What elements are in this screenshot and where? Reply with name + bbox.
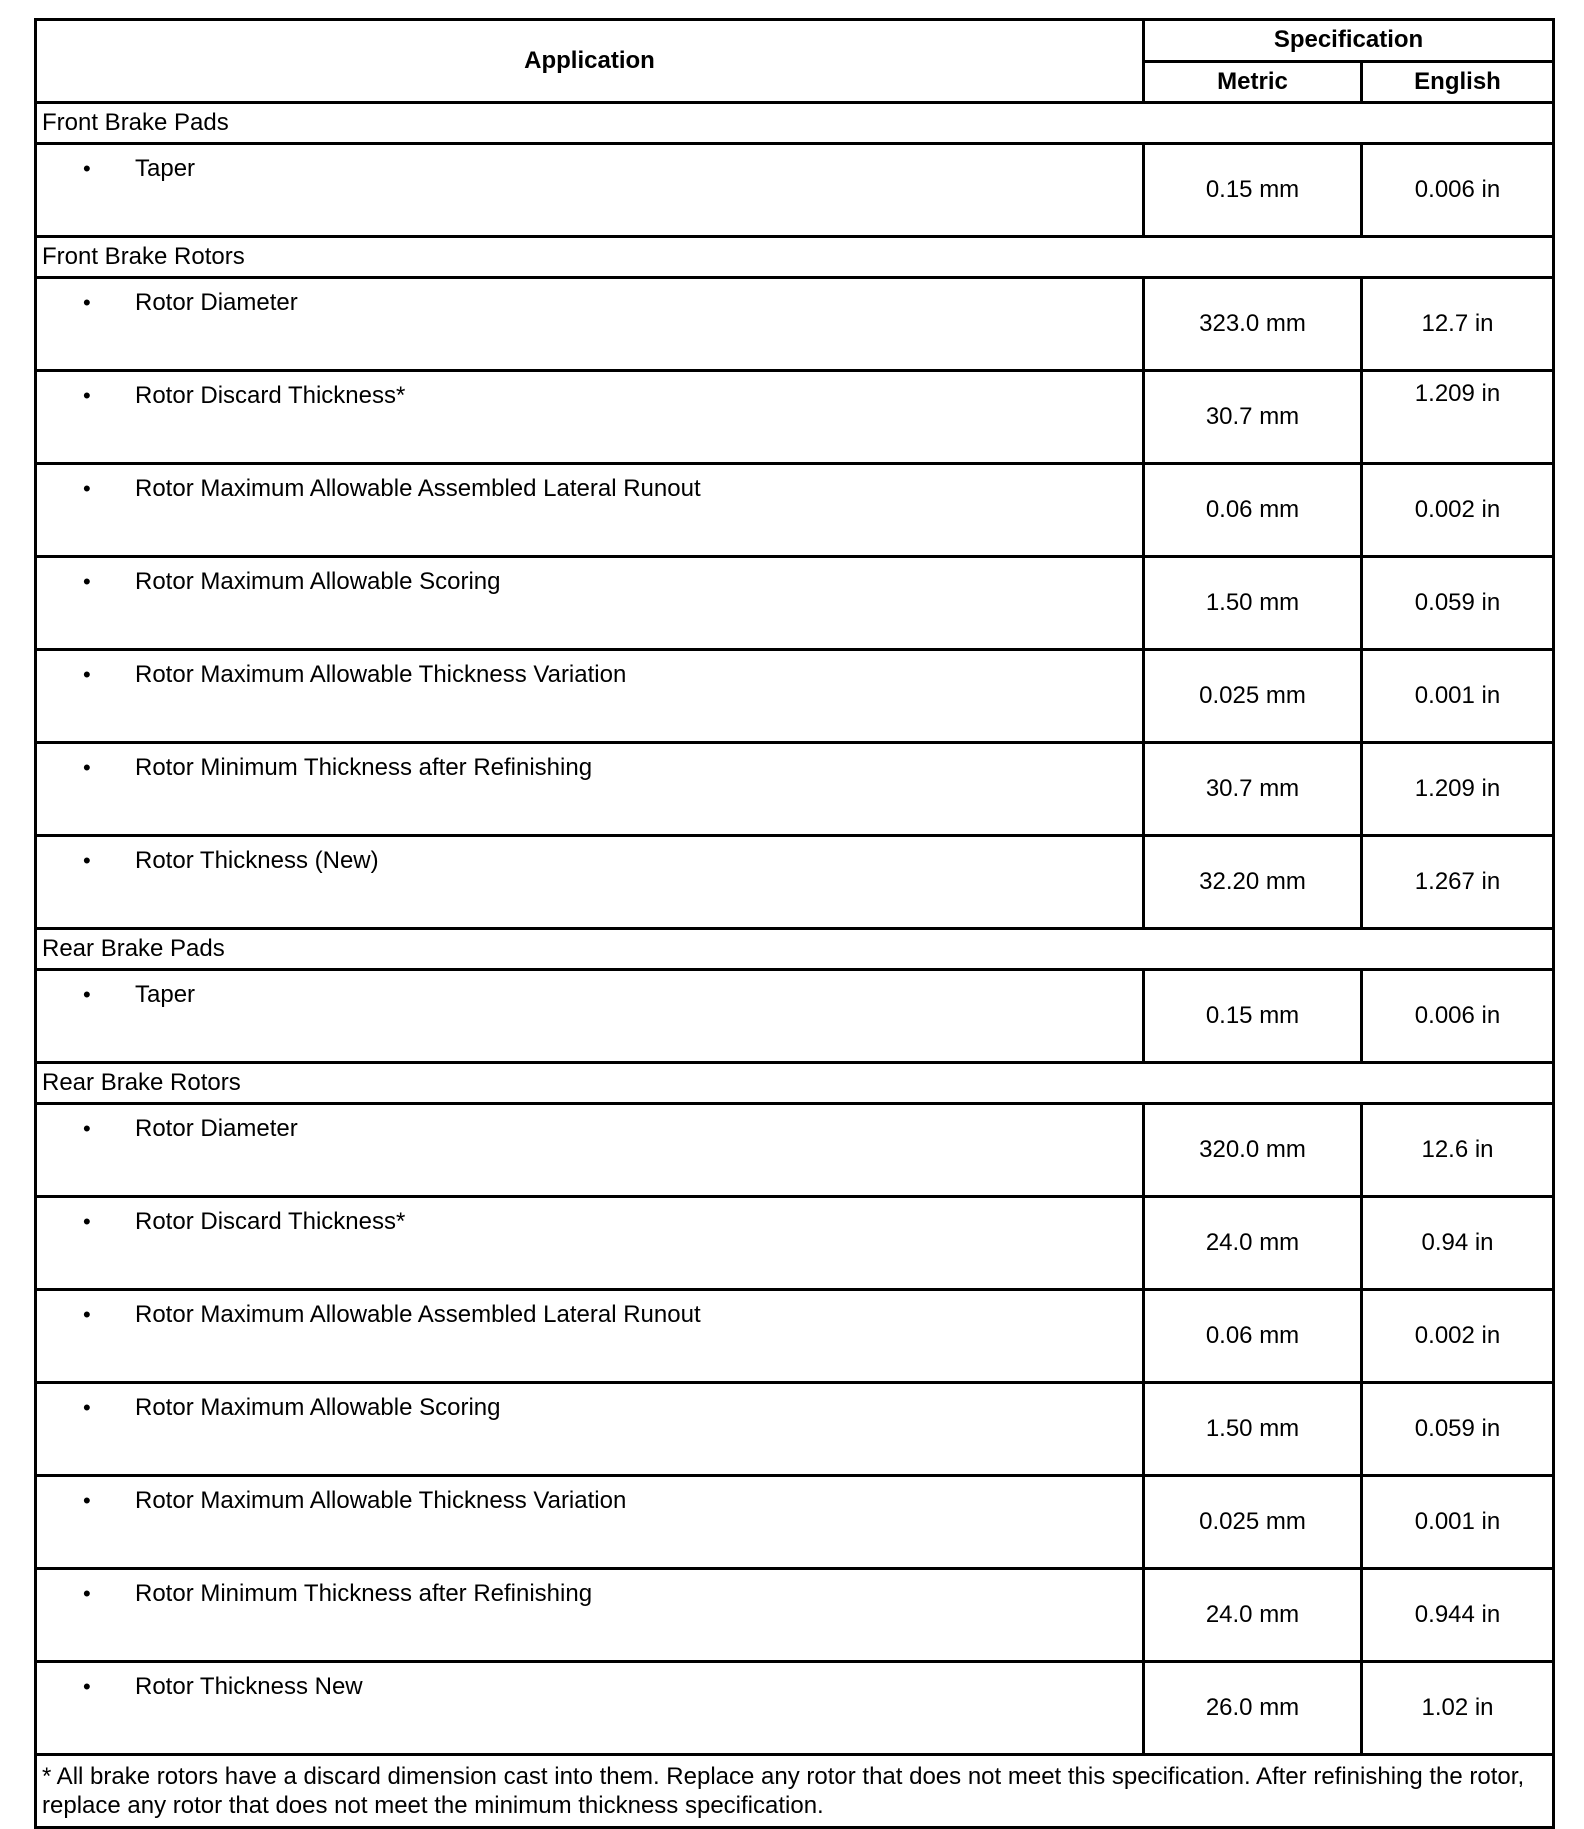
- table-row: [36, 464, 1554, 557]
- table-row: [36, 278, 1554, 371]
- application-cell: [36, 1569, 1144, 1662]
- table-row: [36, 144, 1554, 237]
- english-value: 1.209 in: [1362, 371, 1554, 464]
- item-label: Rotor Minimum Thickness after Refinishing: [135, 1580, 593, 1607]
- english-value: 0.001 in: [1362, 650, 1554, 743]
- brake-specifications-table: [34, 18, 1555, 1829]
- english-value: 0.059 in: [1362, 1383, 1554, 1476]
- metric-value: 30.7 mm: [1144, 371, 1362, 464]
- application-cell: [36, 144, 1144, 237]
- english-value: 1.209 in: [1362, 743, 1554, 836]
- item-label: Rotor Maximum Allowable Scoring: [135, 568, 501, 595]
- bullet-icon: •: [83, 569, 91, 594]
- application-cell: [36, 1104, 1144, 1197]
- table-row: [36, 1569, 1554, 1662]
- item-label: Rotor Maximum Allowable Assembled Lateral Runout: [135, 1301, 701, 1328]
- english-value: 0.001 in: [1362, 1476, 1554, 1569]
- table-row: [36, 836, 1554, 929]
- section-row: [36, 103, 1554, 144]
- section-title: Rear Brake Rotors: [36, 1063, 1554, 1104]
- table-row: [36, 1383, 1554, 1476]
- application-cell: [36, 1197, 1144, 1290]
- table-row: [36, 1197, 1554, 1290]
- metric-value: 323.0 mm: [1144, 278, 1362, 371]
- bullet-icon: •: [83, 1116, 91, 1141]
- table-row: [36, 650, 1554, 743]
- item-label: Rotor Maximum Allowable Scoring: [135, 1394, 501, 1421]
- english-value: 0.006 in: [1362, 144, 1554, 237]
- section-title: Rear Brake Pads: [36, 929, 1554, 970]
- table-row: [36, 970, 1554, 1063]
- bullet-icon: •: [83, 662, 91, 687]
- english-value: 0.944 in: [1362, 1569, 1554, 1662]
- bullet-icon: •: [83, 848, 91, 873]
- section-row: [36, 237, 1554, 278]
- bullet-icon: •: [83, 982, 91, 1007]
- bullet-icon: •: [83, 1395, 91, 1420]
- footnote: * All brake rotors have a discard dimension cast into them. Replace any rotor that does not meet this specification. After refinishing the rotor, replace any rotor that does not meet the minimum thickness specification.: [36, 1755, 1554, 1828]
- metric-value: 26.0 mm: [1144, 1662, 1362, 1755]
- application-cell: [36, 1383, 1144, 1476]
- table-row: [36, 1104, 1554, 1197]
- item-label: Rotor Maximum Allowable Assembled Lateral Runout: [135, 475, 701, 502]
- item-label: Rotor Thickness New: [135, 1673, 363, 1700]
- section-title: Front Brake Pads: [36, 103, 1554, 144]
- item-label: Rotor Discard Thickness*: [135, 1208, 406, 1235]
- application-cell: [36, 1662, 1144, 1755]
- metric-value: 24.0 mm: [1144, 1569, 1362, 1662]
- application-cell: [36, 970, 1144, 1063]
- metric-value: 24.0 mm: [1144, 1197, 1362, 1290]
- english-value: 12.7 in: [1362, 278, 1554, 371]
- metric-value: 0.15 mm: [1144, 970, 1362, 1063]
- item-label: Rotor Thickness (New): [135, 847, 379, 874]
- table-row: [36, 1290, 1554, 1383]
- bullet-icon: •: [83, 1209, 91, 1234]
- item-label: Rotor Maximum Allowable Thickness Variation: [135, 661, 627, 688]
- bullet-icon: •: [83, 1674, 91, 1699]
- item-label: Taper: [135, 155, 196, 182]
- table-header: [36, 20, 1554, 103]
- metric-value: 0.06 mm: [1144, 1290, 1362, 1383]
- metric-value: 1.50 mm: [1144, 1383, 1362, 1476]
- bullet-icon: •: [83, 156, 91, 181]
- bullet-icon: •: [83, 383, 91, 408]
- metric-column-header: Metric: [1144, 61, 1362, 103]
- item-label: Taper: [135, 981, 196, 1008]
- table-row: [36, 1662, 1554, 1755]
- english-value: 0.002 in: [1362, 1290, 1554, 1383]
- application-cell: [36, 464, 1144, 557]
- section-row: [36, 929, 1554, 970]
- metric-value: 30.7 mm: [1144, 743, 1362, 836]
- application-cell: [36, 650, 1144, 743]
- bullet-icon: •: [83, 476, 91, 501]
- application-cell: [36, 836, 1144, 929]
- item-label: Rotor Minimum Thickness after Refinishing: [135, 754, 593, 781]
- table-row: [36, 743, 1554, 836]
- bullet-icon: •: [83, 1581, 91, 1606]
- metric-value: 0.025 mm: [1144, 1476, 1362, 1569]
- metric-value: 0.025 mm: [1144, 650, 1362, 743]
- metric-value: 32.20 mm: [1144, 836, 1362, 929]
- english-value: 1.02 in: [1362, 1662, 1554, 1755]
- specification-column-header: Specification: [1144, 20, 1554, 62]
- section-title: Front Brake Rotors: [36, 237, 1554, 278]
- application-cell: [36, 1476, 1144, 1569]
- english-value: 0.002 in: [1362, 464, 1554, 557]
- item-label: Rotor Diameter: [135, 289, 298, 316]
- metric-value: 320.0 mm: [1144, 1104, 1362, 1197]
- table-row: [36, 371, 1554, 464]
- application-cell: [36, 557, 1144, 650]
- metric-value: 0.15 mm: [1144, 144, 1362, 237]
- table-row: [36, 1476, 1554, 1569]
- table-body: [36, 103, 1554, 1828]
- bullet-icon: •: [83, 1302, 91, 1327]
- application-cell: [36, 1290, 1144, 1383]
- english-value: 1.267 in: [1362, 836, 1554, 929]
- application-cell: [36, 278, 1144, 371]
- application-cell: [36, 371, 1144, 464]
- metric-value: 1.50 mm: [1144, 557, 1362, 650]
- item-label: Rotor Maximum Allowable Thickness Variation: [135, 1487, 627, 1514]
- bullet-icon: •: [83, 755, 91, 780]
- table-row: [36, 557, 1554, 650]
- bullet-icon: •: [83, 1488, 91, 1513]
- metric-value: 0.06 mm: [1144, 464, 1362, 557]
- item-label: Rotor Diameter: [135, 1115, 298, 1142]
- english-column-header: English: [1362, 61, 1554, 103]
- item-label: Rotor Discard Thickness*: [135, 382, 406, 409]
- footnote-row: [36, 1755, 1554, 1828]
- english-value: 0.006 in: [1362, 970, 1554, 1063]
- english-value: 0.059 in: [1362, 557, 1554, 650]
- english-value: 12.6 in: [1362, 1104, 1554, 1197]
- english-value: 0.94 in: [1362, 1197, 1554, 1290]
- application-cell: [36, 743, 1144, 836]
- section-row: [36, 1063, 1554, 1104]
- bullet-icon: •: [83, 290, 91, 315]
- application-column-header: Application: [36, 20, 1144, 103]
